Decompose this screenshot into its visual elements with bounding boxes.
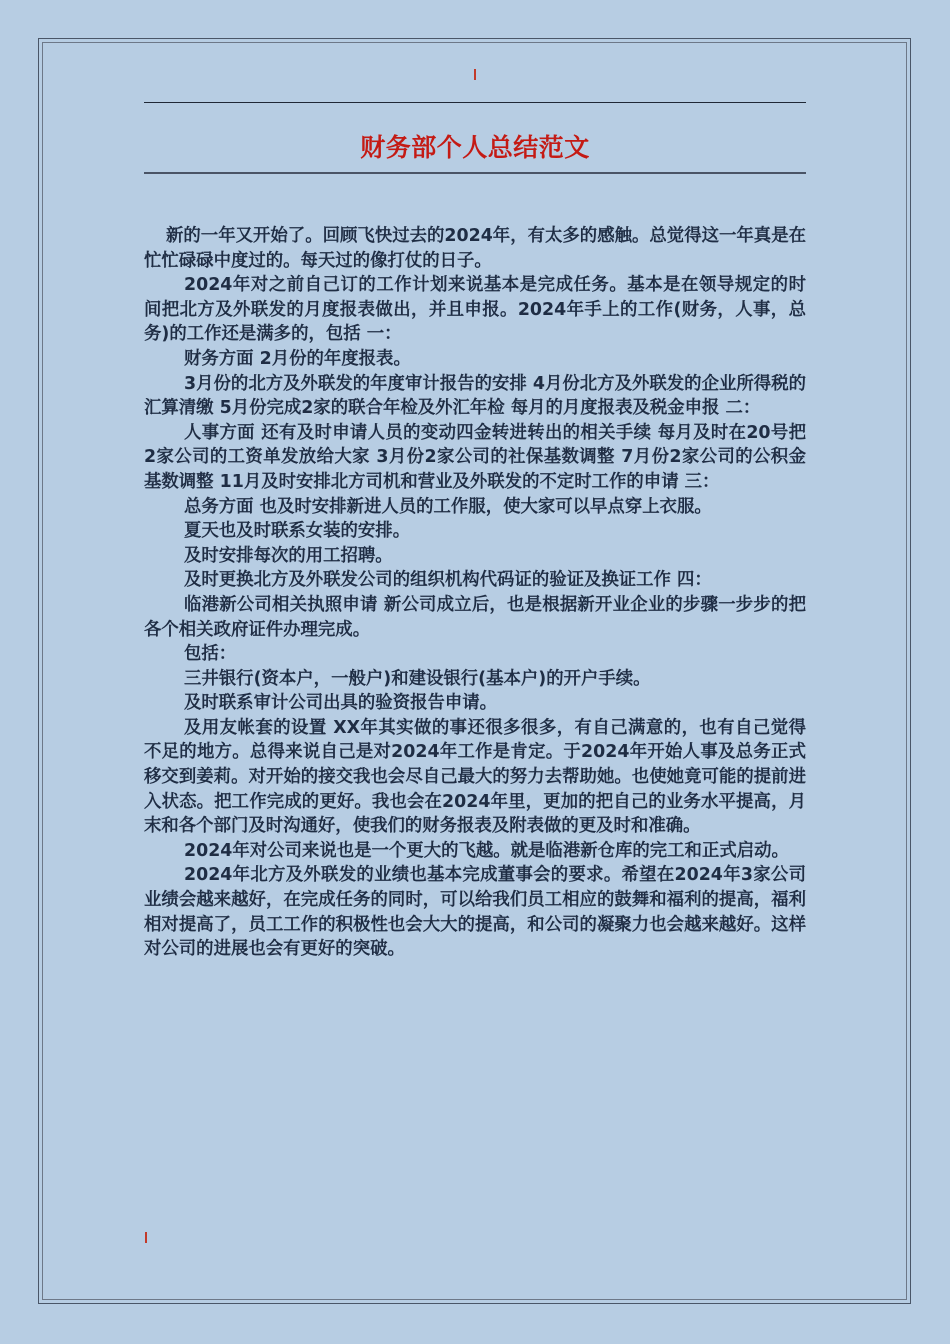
paragraph-16: 2024年北方及外联发的业绩也基本完成董事会的要求。希望在2024年3家公司业绩会越来越好，在完成任务的同时，可以给我们员工相应的鼓舞和福利的提高，福利相对提高了，员工工作的积极性也会大大的提高，和公司的凝聚力也会越来越好。这样对公司的进展也会有更好的突破。 <box>144 865 806 960</box>
paragraph-2: 2024年对之前自己订的工作计划来说基本是完成任务。基本是在领导规定的时间把北方及外联发的月度报表做出，并且申报。2024年手上的工作(财务，人事，总务)的工作还是满多的，包括 一： <box>144 275 806 345</box>
paragraph-14: 及用友帐套的设置 XX年其实做的事还很多很多，有自己满意的，也有自己觉得不足的地方。总得来说自己是对2024年工作是肯定。于2024年开始人事及总务正式移交到姜莉。对开始的接交我也会尽自己最大的努力去帮助她。也使她竟可能的提前进入状态。把工作完成的更好。我也会在2024年里，更加的把自己的业务水平提高，月末和各个部门及时沟通好，使我们的财务报表及附表做的更及时和准确。 <box>144 717 806 837</box>
paragraph-11: 包括： <box>184 644 237 665</box>
title-underline <box>144 172 806 174</box>
document-body <box>144 224 806 962</box>
paragraph-12: 三井银行(资本户，一般户)和建设银行(基本户)的开户手续。 <box>184 668 651 689</box>
header-mark <box>474 69 476 80</box>
header-rule <box>144 102 806 103</box>
paragraph-9: 及时更换北方及外联发公司的组织机构代码证的验证及换证工作 四： <box>184 570 712 591</box>
paragraph-3: 财务方面 2月份的年度报表。 <box>184 348 411 369</box>
paragraph-15: 2024年对公司来说也是一个更大的飞越。就是临港新仓库的完工和正式启动。 <box>184 840 789 861</box>
paragraph-7: 夏天也及时联系女装的安排。 <box>184 521 411 542</box>
paragraph-10: 临港新公司相关执照申请 新公司成立后，也是根据新开业企业的步骤一步步的把各个相关政府证件办理完成。 <box>144 594 806 640</box>
paragraph-8: 及时安排每次的用工招聘。 <box>184 545 393 566</box>
paragraph-6: 总务方面 也及时安排新进人员的工作服，使大家可以早点穿上衣服。 <box>184 496 712 517</box>
footer-mark <box>145 1232 147 1243</box>
paragraph-13: 及时联系审计公司出具的验资报告申请。 <box>184 693 498 714</box>
document-title: 财务部个人总结范文 <box>360 133 590 162</box>
paragraph-1: 新的一年又开始了。回顾飞快过去的2024年，有太多的感触。总觉得这一年真是在忙忙碌碌中度过的。每天过的像打仗的日子。 <box>144 226 806 271</box>
paragraph-4: 3月份的北方及外联发的年度审计报告的安排 4月份北方及外联发的企业所得税的汇算清缴 5月份完成2家的联合年检及外汇年检 每月的月度报表及税金申报 二： <box>144 373 806 419</box>
paragraph-5: 人事方面 还有及时申请人员的变动四金转进转出的相关手续 每月及时在20号把2家公司的工资单发放给大家 3月份2家公司的社保基数调整 7月份2家公司的公积金基数调整 11月及时安排北方司机和营业及外联发的不定时工作的申请 三： <box>144 422 806 492</box>
